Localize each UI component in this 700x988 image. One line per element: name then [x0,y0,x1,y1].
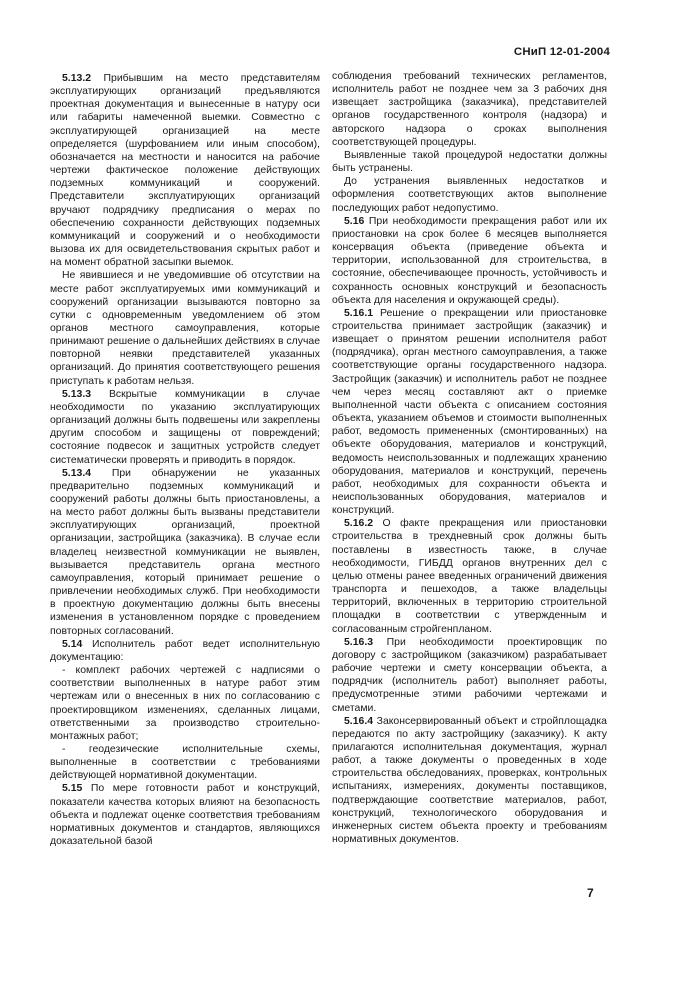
paragraph-text: - комплект рабочих чертежей с надписями о соответствии выполненных в натуре работ этим чертежам или о внесенных в них по согласованию с проектировщиком изменениях, сделанных лицами, ответственными за производство строительно-монтажных работ; [50,665,320,742]
paragraph-text: По мере готовности работ и конструкций, показатели качества которых влияют на безопасность объекта и подлежат оценке соответствия требованиям нормативных документов и стандартов, являющихся доказательной базой [50,783,320,848]
paragraph [50,388,320,467]
clause-number: 5.16.3 [344,636,374,648]
paragraph [332,307,607,518]
clause-number: 5.13.4 [62,467,92,479]
paragraph [332,517,607,635]
paragraph [332,715,607,847]
paragraph-text: Выявленные такой процедурой недостатки должны быть устранены. [332,149,607,175]
paragraph-text: Прибывшим на место представителям эксплуатирующих организаций предъявляются проектная документация и вынесенные в натуру оси или габариты намеченной выемки. Совместно с эксплуатирующей организацией на месте определяется (шурфованием или иным способом), обозначается на местности и наносится на рабочие чертежи фактическое положение действующих подземных коммуникаций и сооружений. Представители эксплуатирующих организаций вручают подрядчику предписания о мерах по обеспечению сохранности действующих подземных коммуникаций и сооружений и о необходимости вызова их для освидетельствования скрытых работ и на момент обратной засыпки выемок. [50,73,320,269]
paragraph-text: До устранения выявленных недостатков и оформления соответствующих актов выполнение последующих работ недопустимо. [332,176,607,214]
clause-number: 5.14 [62,638,83,650]
list-item [50,664,320,743]
paragraph [50,782,320,848]
right-column [332,70,607,846]
paragraph [332,70,607,149]
paragraph-text: - геодезические исполнительные схемы, выполненные в соответствии с требованиями действующей нормативной документации. [50,743,320,782]
clause-number: 5.16.4 [344,715,374,727]
clause-number: 5.16 [344,215,365,227]
clause-number: 5.16.1 [344,307,374,319]
clause-number: 5.13.2 [62,73,92,84]
paragraph [332,215,607,307]
paragraph [332,175,607,214]
left-column [50,72,320,848]
paragraph [50,467,320,638]
paragraph [332,149,607,175]
paragraph [50,638,320,664]
paragraph [50,269,320,387]
clause-number: 5.16.2 [344,518,374,530]
paragraph-text: При необходимости прекращения работ или их приостановки на срок более 6 месяцев выполняется консервация объекта (приведение объекта и территории, использованной для строительства, в состояние, обеспечивающее прочность, устойчивость и сохранность основных конструкций и безопасность объекта для населения и окружающей среды). [332,215,607,306]
paragraph-text: Не явившиеся и не уведомившие об отсутствии на месте работ эксплуатируемых ими коммуникаций и сооружений организации вызываются повторно за сутки с одновременным уведомлением об этом органов местного самоуправления, которые принимают решение о дальнейших действиях в случае повторной неявки представителей указанных организаций. До принятия соответствующего решения приступать к работам нельзя. [50,270,320,387]
clause-number: 5.15 [62,783,83,795]
paragraph-text: Вскрытые коммуникации в случае необходимости по указанию эксплуатирующих организаций должны быть подвешены или закреплены другим способом и защищены от повреждений; состояние подвесок и защитных устройств следует систематически проверять и приводить в порядок. [50,388,320,466]
list-item [50,743,320,782]
paragraph-text: Решение о прекращении или приостановке строительства принимает застройщик (заказчик) и извещает о принятом решении исполнителя работ (подрядчика), орган местного самоуправления, а также соответствующие органы государственного надзора. Застройщик (заказчик) и исполнитель работ не позднее чем через месяц составляют акт о приемке выполненной части объекта с описанием состояния объекта, указанием объемов и стоимости выполненных работ, ведомость примененных (смонтированных) на объекте оборудования, материалов и конструкций, ведомость неиспользованных и подлежащих хранению оборудования, материалов и конструкций, перечень работ, необходимых для сохранности объекта и неиспользованных оборудования, материалов и конструкций. [332,307,607,517]
paragraph-text: О факте прекращения или приостановки строительства в трехдневный срок должны быть поставлены в известность также, в случае необходимости, ГИБДД органов внутренних дел с целью отмены ранее введенных ограничений движения транспорта и пешеходов, а также владельцы территорий, включенных в территорию строительной площадки в соответствии с утвержденным и согласованным стройгенпланом. [332,518,607,635]
clause-number: 5.13.3 [62,388,92,400]
page-number: 7 [587,886,594,900]
paragraph-text: При обнаружении не указанных предварительно подземных коммуникаций и сооружений работы должны быть приостановлены, а на место работ должны быть вызваны представители эксплуатирующих организаций, проектной организации, застройщика (заказчика). В случае если владелец неизвестной коммуникации не выявлен, вызывается представитель органа местного самоуправления, который принимает решение о привлечении необходимых служб. При необходимости в проектную документацию должны быть внесены изменения в установленном порядке с проведением повторных согласований. [50,467,320,637]
paragraph-text: При необходимости проектировщик по договору с застройщиком (заказчиком) разрабатывает рабочие чертежи и смету консервации объекта, а подрядчик (исполнитель работ) выполняет работы, предусмотренные этими рабочими чертежами и сметами. [332,636,607,714]
running-header-document-code: СНиП 12-01-2004 [513,46,610,58]
paragraph-text: Исполнитель работ ведет исполнительную документацию: [50,638,320,663]
paragraph [50,72,320,269]
paragraph [332,636,607,715]
paragraph-text: соблюдения требований технических регламентов, исполнитель работ не позднее чем за 3 рабочих дня извещает застройщика (заказчика), представителей органов государственного контроля (надзора) и авторского надзора о сроках выполнения соответствующей процедуры. [332,71,607,148]
paragraph-text: Законсервированный объект и стройплощадка передаются по акту застройщику (заказчику). К акту прилагаются исполнительная документация, журнал работ, а также документы о проведенных в ходе строительства обследованиях, проверках, контрольных испытаниях, измерениях, документы поставщиков, подтверждающие соответствие материалов, работ, конструкций, технологического оборудования и инженерных систем объекта проекту и требованиям нормативных документов. [332,715,607,846]
